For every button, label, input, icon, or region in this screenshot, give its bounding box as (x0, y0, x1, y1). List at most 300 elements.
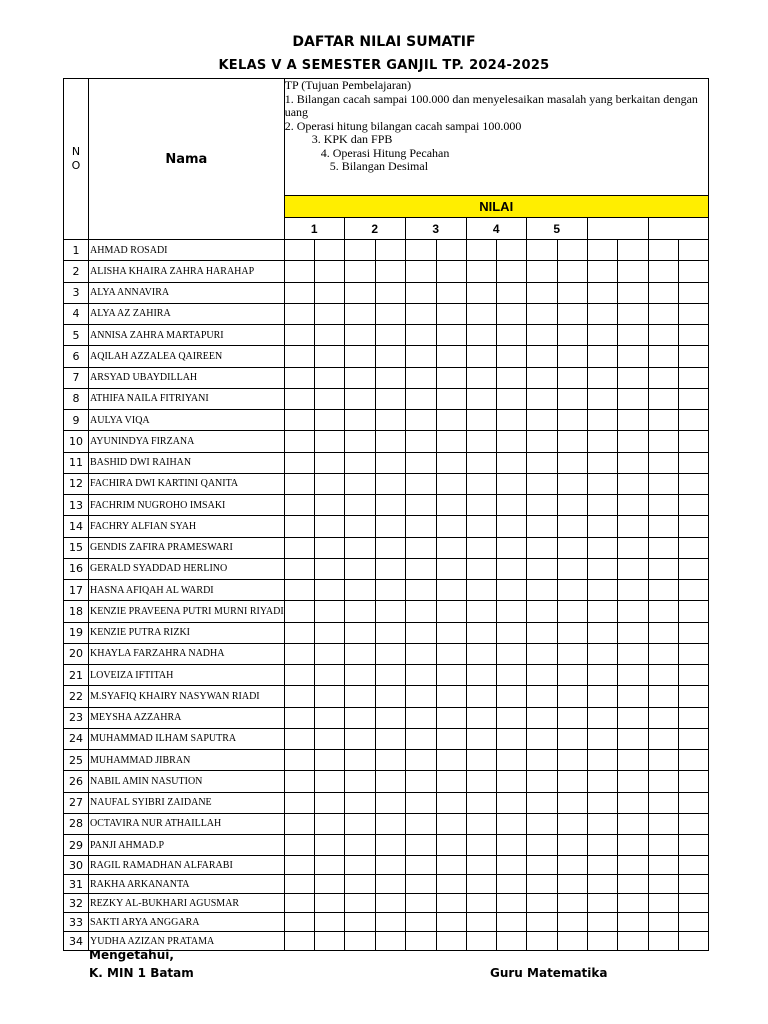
score-cell[interactable] (436, 346, 466, 367)
score-cell[interactable] (526, 580, 557, 601)
score-cell[interactable] (375, 894, 405, 913)
score-cell[interactable] (314, 856, 344, 875)
score-cell[interactable] (284, 537, 314, 558)
score-cell[interactable] (496, 410, 526, 431)
score-cell[interactable] (526, 875, 557, 894)
score-cell[interactable] (344, 537, 375, 558)
score-cell[interactable] (284, 346, 314, 367)
score-cell[interactable] (284, 913, 314, 932)
score-cell[interactable] (344, 750, 375, 771)
score-cell[interactable] (496, 750, 526, 771)
score-cell[interactable] (284, 813, 314, 834)
score-cell[interactable] (466, 643, 496, 664)
score-cell[interactable] (466, 240, 496, 261)
score-cell[interactable] (436, 367, 466, 388)
score-cell[interactable] (526, 325, 557, 346)
score-cell[interactable] (678, 913, 708, 932)
score-cell[interactable] (344, 913, 375, 932)
score-cell[interactable] (344, 261, 375, 282)
score-cell[interactable] (557, 665, 587, 686)
score-cell[interactable] (344, 856, 375, 875)
score-cell[interactable] (678, 750, 708, 771)
score-cell[interactable] (587, 856, 617, 875)
score-cell[interactable] (587, 388, 617, 409)
score-cell[interactable] (526, 728, 557, 749)
score-cell[interactable] (436, 580, 466, 601)
score-cell[interactable] (466, 622, 496, 643)
score-cell[interactable] (648, 303, 678, 324)
score-cell[interactable] (375, 473, 405, 494)
score-cell[interactable] (344, 707, 375, 728)
score-cell[interactable] (284, 303, 314, 324)
score-cell[interactable] (496, 643, 526, 664)
score-cell[interactable] (405, 388, 436, 409)
score-cell[interactable] (344, 813, 375, 834)
score-cell[interactable] (678, 792, 708, 813)
score-cell[interactable] (617, 303, 648, 324)
score-cell[interactable] (436, 261, 466, 282)
score-cell[interactable] (314, 452, 344, 473)
score-cell[interactable] (617, 558, 648, 579)
score-cell[interactable] (436, 431, 466, 452)
score-cell[interactable] (557, 452, 587, 473)
score-cell[interactable] (557, 932, 587, 951)
score-cell[interactable] (678, 856, 708, 875)
score-cell[interactable] (466, 495, 496, 516)
score-cell[interactable] (678, 473, 708, 494)
score-cell[interactable] (344, 665, 375, 686)
score-cell[interactable] (314, 875, 344, 894)
score-cell[interactable] (284, 601, 314, 622)
score-cell[interactable] (344, 282, 375, 303)
score-cell[interactable] (678, 665, 708, 686)
score-cell[interactable] (648, 495, 678, 516)
score-cell[interactable] (557, 558, 587, 579)
score-cell[interactable] (284, 728, 314, 749)
score-cell[interactable] (375, 303, 405, 324)
score-cell[interactable] (466, 537, 496, 558)
score-cell[interactable] (587, 346, 617, 367)
score-cell[interactable] (466, 835, 496, 856)
score-cell[interactable] (526, 792, 557, 813)
score-cell[interactable] (617, 622, 648, 643)
score-cell[interactable] (648, 894, 678, 913)
score-cell[interactable] (314, 728, 344, 749)
score-cell[interactable] (678, 367, 708, 388)
score-cell[interactable] (648, 473, 678, 494)
score-cell[interactable] (648, 856, 678, 875)
score-cell[interactable] (526, 240, 557, 261)
score-cell[interactable] (526, 835, 557, 856)
score-cell[interactable] (617, 913, 648, 932)
score-cell[interactable] (496, 325, 526, 346)
score-cell[interactable] (678, 431, 708, 452)
score-cell[interactable] (678, 388, 708, 409)
score-cell[interactable] (648, 325, 678, 346)
score-cell[interactable] (344, 643, 375, 664)
score-cell[interactable] (284, 835, 314, 856)
score-cell[interactable] (375, 932, 405, 951)
score-cell[interactable] (284, 875, 314, 894)
score-cell[interactable] (557, 894, 587, 913)
score-cell[interactable] (526, 473, 557, 494)
score-cell[interactable] (587, 558, 617, 579)
score-cell[interactable] (678, 643, 708, 664)
score-cell[interactable] (314, 473, 344, 494)
score-cell[interactable] (405, 261, 436, 282)
score-cell[interactable] (344, 728, 375, 749)
score-cell[interactable] (344, 558, 375, 579)
score-cell[interactable] (314, 643, 344, 664)
score-cell[interactable] (617, 750, 648, 771)
score-cell[interactable] (436, 601, 466, 622)
score-cell[interactable] (436, 558, 466, 579)
score-cell[interactable] (314, 367, 344, 388)
score-cell[interactable] (648, 388, 678, 409)
score-cell[interactable] (648, 537, 678, 558)
score-cell[interactable] (648, 792, 678, 813)
score-cell[interactable] (617, 346, 648, 367)
score-cell[interactable] (284, 325, 314, 346)
score-cell[interactable] (375, 240, 405, 261)
score-cell[interactable] (314, 771, 344, 792)
score-cell[interactable] (496, 240, 526, 261)
score-cell[interactable] (587, 495, 617, 516)
score-cell[interactable] (496, 894, 526, 913)
score-cell[interactable] (496, 686, 526, 707)
score-cell[interactable] (587, 303, 617, 324)
score-cell[interactable] (466, 431, 496, 452)
score-cell[interactable] (436, 665, 466, 686)
score-cell[interactable] (375, 537, 405, 558)
score-cell[interactable] (344, 580, 375, 601)
score-cell[interactable] (617, 473, 648, 494)
score-cell[interactable] (587, 792, 617, 813)
score-cell[interactable] (375, 325, 405, 346)
score-cell[interactable] (496, 495, 526, 516)
score-cell[interactable] (617, 686, 648, 707)
score-cell[interactable] (436, 792, 466, 813)
score-cell[interactable] (587, 835, 617, 856)
score-cell[interactable] (466, 813, 496, 834)
score-cell[interactable] (436, 473, 466, 494)
score-cell[interactable] (678, 728, 708, 749)
score-cell[interactable] (314, 707, 344, 728)
score-cell[interactable] (496, 388, 526, 409)
score-cell[interactable] (526, 388, 557, 409)
score-cell[interactable] (557, 303, 587, 324)
score-cell[interactable] (496, 473, 526, 494)
score-cell[interactable] (436, 686, 466, 707)
score-cell[interactable] (617, 835, 648, 856)
score-cell[interactable] (405, 367, 436, 388)
score-cell[interactable] (678, 495, 708, 516)
score-cell[interactable] (466, 558, 496, 579)
score-cell[interactable] (526, 913, 557, 932)
score-cell[interactable] (405, 516, 436, 537)
score-cell[interactable] (617, 282, 648, 303)
score-cell[interactable] (284, 558, 314, 579)
score-cell[interactable] (436, 932, 466, 951)
score-cell[interactable] (526, 601, 557, 622)
score-cell[interactable] (617, 537, 648, 558)
score-cell[interactable] (648, 728, 678, 749)
score-cell[interactable] (587, 537, 617, 558)
score-cell[interactable] (284, 792, 314, 813)
score-cell[interactable] (617, 240, 648, 261)
score-cell[interactable] (557, 473, 587, 494)
score-cell[interactable] (405, 452, 436, 473)
score-cell[interactable] (648, 913, 678, 932)
score-cell[interactable] (314, 813, 344, 834)
score-cell[interactable] (344, 516, 375, 537)
score-cell[interactable] (375, 622, 405, 643)
score-cell[interactable] (678, 813, 708, 834)
score-cell[interactable] (587, 367, 617, 388)
score-cell[interactable] (587, 580, 617, 601)
score-cell[interactable] (648, 346, 678, 367)
score-cell[interactable] (314, 665, 344, 686)
score-cell[interactable] (526, 282, 557, 303)
score-cell[interactable] (375, 431, 405, 452)
score-cell[interactable] (496, 813, 526, 834)
score-cell[interactable] (375, 495, 405, 516)
score-cell[interactable] (587, 473, 617, 494)
score-cell[interactable] (344, 473, 375, 494)
score-cell[interactable] (284, 240, 314, 261)
score-cell[interactable] (678, 346, 708, 367)
score-cell[interactable] (496, 282, 526, 303)
score-cell[interactable] (436, 516, 466, 537)
score-cell[interactable] (466, 473, 496, 494)
score-cell[interactable] (617, 452, 648, 473)
score-cell[interactable] (617, 261, 648, 282)
score-cell[interactable] (648, 516, 678, 537)
score-cell[interactable] (436, 495, 466, 516)
score-cell[interactable] (526, 856, 557, 875)
score-cell[interactable] (405, 537, 436, 558)
score-cell[interactable] (557, 856, 587, 875)
score-cell[interactable] (466, 516, 496, 537)
score-cell[interactable] (648, 813, 678, 834)
score-cell[interactable] (526, 261, 557, 282)
score-cell[interactable] (557, 835, 587, 856)
score-cell[interactable] (405, 643, 436, 664)
score-cell[interactable] (466, 856, 496, 875)
score-cell[interactable] (314, 431, 344, 452)
score-cell[interactable] (617, 792, 648, 813)
score-cell[interactable] (375, 707, 405, 728)
score-cell[interactable] (466, 303, 496, 324)
score-cell[interactable] (436, 410, 466, 431)
score-cell[interactable] (284, 932, 314, 951)
score-cell[interactable] (375, 558, 405, 579)
score-cell[interactable] (678, 537, 708, 558)
score-cell[interactable] (678, 686, 708, 707)
score-cell[interactable] (284, 643, 314, 664)
score-cell[interactable] (436, 452, 466, 473)
score-cell[interactable] (587, 240, 617, 261)
score-cell[interactable] (617, 665, 648, 686)
score-cell[interactable] (678, 558, 708, 579)
score-cell[interactable] (678, 452, 708, 473)
score-cell[interactable] (648, 261, 678, 282)
score-cell[interactable] (678, 303, 708, 324)
score-cell[interactable] (405, 431, 436, 452)
score-cell[interactable] (405, 686, 436, 707)
score-cell[interactable] (526, 894, 557, 913)
score-cell[interactable] (344, 452, 375, 473)
score-cell[interactable] (526, 303, 557, 324)
score-cell[interactable] (587, 707, 617, 728)
score-cell[interactable] (405, 282, 436, 303)
score-cell[interactable] (375, 516, 405, 537)
score-cell[interactable] (284, 516, 314, 537)
score-cell[interactable] (314, 894, 344, 913)
score-cell[interactable] (496, 856, 526, 875)
score-cell[interactable] (466, 367, 496, 388)
score-cell[interactable] (617, 707, 648, 728)
score-cell[interactable] (344, 875, 375, 894)
score-cell[interactable] (466, 410, 496, 431)
score-cell[interactable] (466, 875, 496, 894)
score-cell[interactable] (466, 325, 496, 346)
score-cell[interactable] (405, 750, 436, 771)
score-cell[interactable] (284, 261, 314, 282)
score-cell[interactable] (648, 643, 678, 664)
score-cell[interactable] (557, 707, 587, 728)
score-cell[interactable] (587, 813, 617, 834)
score-cell[interactable] (466, 707, 496, 728)
score-cell[interactable] (436, 388, 466, 409)
score-cell[interactable] (284, 771, 314, 792)
score-cell[interactable] (678, 622, 708, 643)
score-cell[interactable] (557, 750, 587, 771)
score-cell[interactable] (526, 932, 557, 951)
score-cell[interactable] (344, 932, 375, 951)
score-cell[interactable] (405, 303, 436, 324)
score-cell[interactable] (375, 686, 405, 707)
score-cell[interactable] (678, 580, 708, 601)
score-cell[interactable] (617, 728, 648, 749)
score-cell[interactable] (557, 792, 587, 813)
score-cell[interactable] (314, 325, 344, 346)
score-cell[interactable] (436, 643, 466, 664)
score-cell[interactable] (526, 452, 557, 473)
score-cell[interactable] (587, 452, 617, 473)
score-cell[interactable] (466, 771, 496, 792)
score-cell[interactable] (405, 835, 436, 856)
score-cell[interactable] (375, 813, 405, 834)
score-cell[interactable] (405, 894, 436, 913)
score-cell[interactable] (405, 240, 436, 261)
score-cell[interactable] (678, 601, 708, 622)
score-cell[interactable] (526, 707, 557, 728)
score-cell[interactable] (436, 750, 466, 771)
score-cell[interactable] (617, 643, 648, 664)
score-cell[interactable] (375, 835, 405, 856)
score-cell[interactable] (496, 707, 526, 728)
score-cell[interactable] (526, 495, 557, 516)
score-cell[interactable] (557, 601, 587, 622)
score-cell[interactable] (375, 665, 405, 686)
score-cell[interactable] (405, 622, 436, 643)
score-cell[interactable] (344, 240, 375, 261)
score-cell[interactable] (344, 367, 375, 388)
score-cell[interactable] (496, 537, 526, 558)
score-cell[interactable] (375, 282, 405, 303)
score-cell[interactable] (648, 580, 678, 601)
score-cell[interactable] (405, 665, 436, 686)
score-cell[interactable] (466, 665, 496, 686)
score-cell[interactable] (466, 580, 496, 601)
score-cell[interactable] (436, 622, 466, 643)
score-cell[interactable] (466, 894, 496, 913)
score-cell[interactable] (617, 495, 648, 516)
score-cell[interactable] (284, 367, 314, 388)
score-cell[interactable] (466, 282, 496, 303)
score-cell[interactable] (284, 665, 314, 686)
score-cell[interactable] (436, 282, 466, 303)
score-cell[interactable] (678, 325, 708, 346)
score-cell[interactable] (557, 431, 587, 452)
score-cell[interactable] (314, 835, 344, 856)
score-cell[interactable] (314, 282, 344, 303)
score-cell[interactable] (617, 771, 648, 792)
score-cell[interactable] (648, 410, 678, 431)
score-cell[interactable] (496, 792, 526, 813)
score-cell[interactable] (617, 856, 648, 875)
score-cell[interactable] (344, 894, 375, 913)
score-cell[interactable] (648, 622, 678, 643)
score-cell[interactable] (344, 622, 375, 643)
score-cell[interactable] (648, 558, 678, 579)
score-cell[interactable] (678, 410, 708, 431)
score-cell[interactable] (405, 792, 436, 813)
score-cell[interactable] (466, 686, 496, 707)
score-cell[interactable] (557, 516, 587, 537)
score-cell[interactable] (344, 410, 375, 431)
score-cell[interactable] (466, 792, 496, 813)
score-cell[interactable] (436, 894, 466, 913)
score-cell[interactable] (648, 875, 678, 894)
score-cell[interactable] (617, 601, 648, 622)
score-cell[interactable] (375, 875, 405, 894)
score-cell[interactable] (314, 388, 344, 409)
score-cell[interactable] (375, 601, 405, 622)
score-cell[interactable] (648, 835, 678, 856)
score-cell[interactable] (648, 282, 678, 303)
score-cell[interactable] (344, 303, 375, 324)
score-cell[interactable] (496, 622, 526, 643)
score-cell[interactable] (648, 452, 678, 473)
score-cell[interactable] (557, 813, 587, 834)
score-cell[interactable] (496, 303, 526, 324)
score-cell[interactable] (526, 750, 557, 771)
score-cell[interactable] (648, 367, 678, 388)
score-cell[interactable] (496, 431, 526, 452)
score-cell[interactable] (617, 431, 648, 452)
score-cell[interactable] (557, 367, 587, 388)
score-cell[interactable] (496, 452, 526, 473)
score-cell[interactable] (466, 932, 496, 951)
score-cell[interactable] (557, 728, 587, 749)
score-cell[interactable] (284, 686, 314, 707)
score-cell[interactable] (375, 388, 405, 409)
score-cell[interactable] (678, 261, 708, 282)
score-cell[interactable] (436, 303, 466, 324)
score-cell[interactable] (617, 894, 648, 913)
